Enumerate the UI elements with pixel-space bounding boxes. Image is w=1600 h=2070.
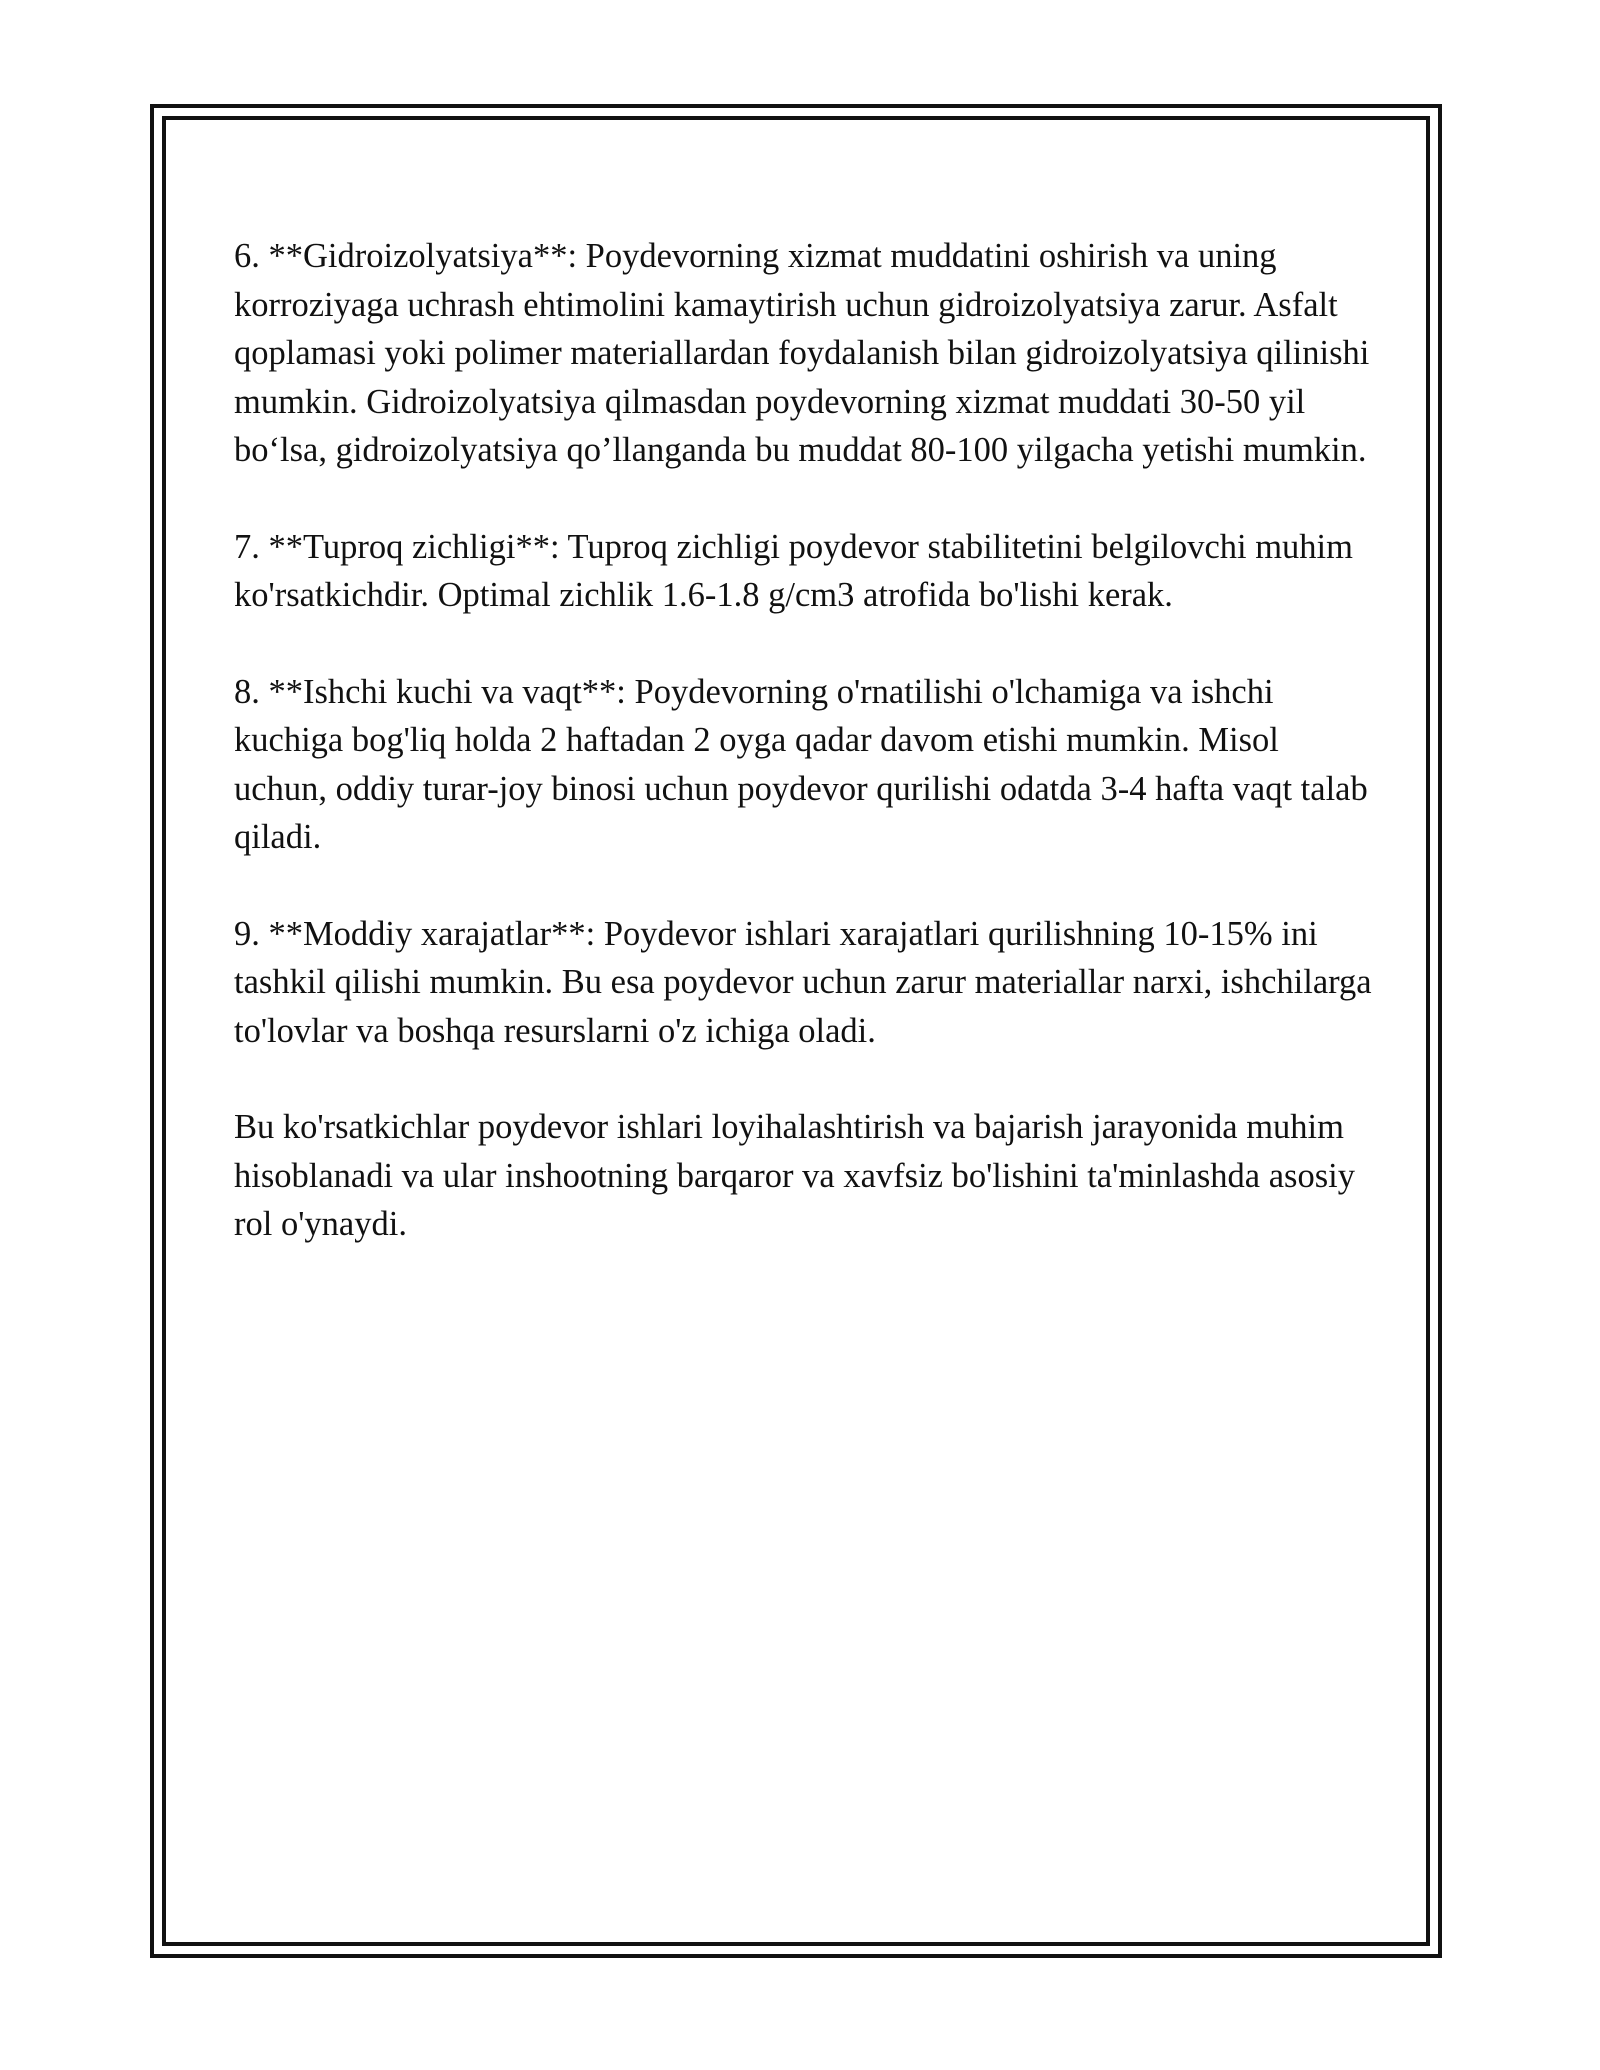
paragraph-gidroizolyatsiya: 6. **Gidroizolyatsiya**: Poydevorning xizmat muddatini oshirish va uning korroziyaga uchrash ehtimolini kamaytirish uchun gidroizolyatsiya zarur. Asfalt qoplamasi yoki polimer materiallardan foydalanish bilan gidroizolyatsiya qilinishi mumkin. Gidroizolyatsiya qilmasdan poydevorning xizmat muddati 30-50 yil bo‘lsa, gidroizolyatsiya qo’llanganda bu muddat 80-100 yilgacha yetishi mumkin. xyxy=(234,237,1370,469)
paragraph-ishchi-kuchi: 8. **Ishchi kuchi va vaqt**: Poydevorning o'rnatilishi o'lchamiga va ishchi kuchiga bog'liq holda 2 haftadan 2 oyga qadar davom etishi mumkin. Misol uchun, oddiy turar-joy binosi uchun poydevor qurilishi odatda 3-4 hafta vaqt talab qiladi. xyxy=(234,672,1368,856)
document-body xyxy=(234,232,1374,1297)
paragraph-conclusion: Bu ko'rsatkichlar poydevor ishlari loyihalashtirish va bajarish jarayonida muhim hisoblanadi va ular inshootning barqaror va xavfsiz bo'lishini ta'minlashda asosiy rol o'ynaydi. xyxy=(234,1108,1355,1243)
paragraph-tuproq-zichligi: 7. **Tuproq zichligi**: Tuproq zichligi poydevor stabilitetini belgilovchi muhim ko'rsatkichdir. Optimal zichlik 1.6-1.8 g/cm3 atrofida bo'lishi kerak. xyxy=(234,527,1353,614)
paragraph-moddiy-xarajatlar: 9. **Moddiy xarajatlar**: Poydevor ishlari xarajatlari qurilishning 10-15% ini tashkil qilishi mumkin. Bu esa poydevor uchun zarur materiallar narxi, ishchilarga to'lovlar va boshqa resurslarni o'z ichiga oladi. xyxy=(234,914,1372,1050)
